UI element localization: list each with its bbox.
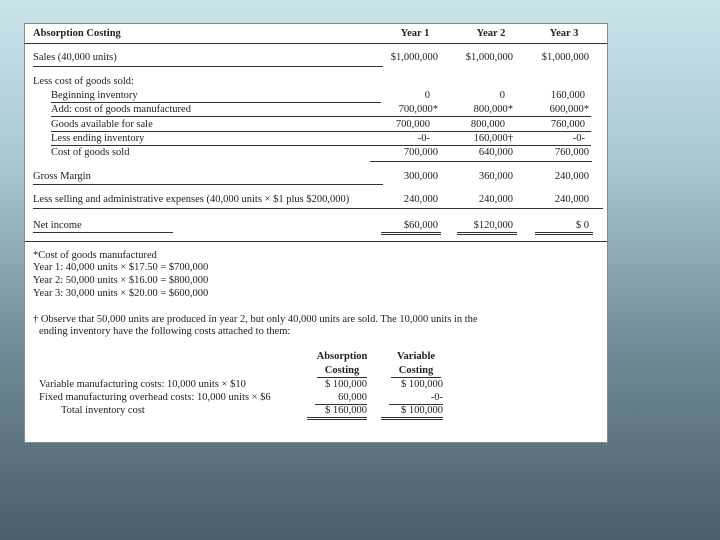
- sales-y2: $1,000,000: [465, 52, 513, 63]
- inv-row-absorption: 60,000: [315, 392, 367, 405]
- inv-row-absorption: $ 100,000: [325, 379, 367, 390]
- add-cgm-rule: [51, 116, 591, 117]
- gross-margin-y1: 300,000: [403, 171, 438, 182]
- cgm-note-line: Year 1: 40,000 units × $17.50 = $700,000: [33, 262, 209, 273]
- add-cgm-y1: 700,000*: [398, 104, 438, 115]
- year-1-header: Year 1: [400, 28, 430, 39]
- cogs-rule: [370, 161, 592, 162]
- cgm-note-line: Year 3: 30,000 units × $20.00 = $600,000: [33, 288, 209, 299]
- selling-rule: [33, 208, 603, 209]
- less-end-inv-y2: 160,000†: [473, 133, 513, 144]
- less-end-inv-rule: [51, 145, 591, 146]
- beg-inv-y1: 0: [424, 90, 430, 101]
- beg-inv-y2: 0: [499, 90, 505, 101]
- cgm-note-title: *Cost of goods manufactured: [33, 250, 157, 261]
- add-cgm-y2: 800,000*: [473, 104, 513, 115]
- inv-row-label: Total inventory cost: [61, 405, 145, 416]
- less-end-inv-y1: -0-: [417, 133, 430, 144]
- goods-avail-rule: [51, 131, 591, 132]
- goods-avail-y1: 700,000: [395, 119, 430, 130]
- sales-y3: $1,000,000: [541, 52, 589, 63]
- gross-margin-y3: 240,000: [554, 171, 589, 182]
- net-income-y1: $60,000: [403, 220, 438, 231]
- net-income-rule-y3-double: [535, 234, 593, 235]
- sales-y1: $1,000,000: [390, 52, 438, 63]
- add-cgm-label: Add: cost of goods manufactured: [51, 104, 191, 115]
- cogs-y2: 640,000: [478, 147, 513, 158]
- inv-row-variable: $ 100,000: [401, 379, 443, 390]
- sales-rule: [33, 66, 383, 67]
- section-divider: [25, 241, 607, 242]
- absorption-header-line1: Absorption: [316, 351, 368, 362]
- selling-y1: 240,000: [403, 194, 438, 205]
- variable-header-line2: Costing: [391, 365, 441, 378]
- absorption-header-line2: Costing: [317, 365, 367, 378]
- variable-header-line1: Variable: [396, 351, 436, 362]
- net-income-rule-y3: [535, 232, 593, 233]
- goods-avail-label: Goods available for sale: [51, 119, 153, 130]
- gross-margin-rule: [33, 184, 383, 185]
- goods-avail-y3: 760,000: [550, 119, 585, 130]
- gross-margin-y2: 360,000: [478, 171, 513, 182]
- less-cogs-label: Less cost of goods sold:: [33, 76, 134, 87]
- less-end-inv-y3: -0-: [572, 133, 585, 144]
- net-income-rule-y2-double: [457, 234, 517, 235]
- inv-row-label: Fixed manufacturing overhead costs: 10,000 units × $6: [39, 392, 271, 403]
- selling-y2: 240,000: [478, 194, 513, 205]
- net-income-label: Net income: [33, 220, 82, 231]
- net-income-rule-y1-double: [381, 234, 441, 235]
- beg-inv-y3: 160,000: [550, 90, 585, 101]
- cogs-y1: 700,000: [403, 147, 438, 158]
- dagger-note-line2: ending inventory have the following costs attached to them:: [39, 326, 291, 337]
- inv-row-variable: $ 100,000: [381, 405, 443, 420]
- inv-row-absorption: $ 160,000: [307, 405, 367, 420]
- year-3-header: Year 3: [549, 28, 579, 39]
- dagger-note-line1: † Observe that 50,000 units are produced in year 2, but only 40,000 units are sold. The 10,000 units in the: [33, 314, 478, 325]
- inv-row-variable: -0-: [389, 392, 443, 405]
- net-income-y2: $120,000: [473, 220, 513, 231]
- less-end-inv-label: Less ending inventory: [51, 133, 145, 144]
- net-income-rule-label: [33, 232, 173, 233]
- gross-margin-label: Gross Margin: [33, 171, 91, 182]
- sales-label: Sales (40,000 units): [33, 52, 117, 63]
- inv-row-label: Variable manufacturing costs: 10,000 units × $10: [39, 379, 246, 390]
- beg-inv-rule: [51, 102, 381, 103]
- selling-y3: 240,000: [554, 194, 589, 205]
- selling-label: Less selling and administrative expenses (40,000 units × $1 plus $200,000): [33, 194, 350, 205]
- beg-inv-label: Beginning inventory: [51, 90, 138, 101]
- cgm-note-line: Year 2: 50,000 units × $16.00 = $800,000: [33, 275, 209, 286]
- title: Absorption Costing: [33, 28, 121, 39]
- add-cgm-y3: 600,000*: [549, 104, 589, 115]
- header-rule: [25, 43, 607, 44]
- net-income-y3: $ 0: [575, 220, 589, 231]
- net-income-rule-y1: [381, 232, 441, 233]
- cogs-label: Cost of goods sold: [51, 147, 130, 158]
- year-2-header: Year 2: [476, 28, 506, 39]
- goods-avail-y2: 800,000: [470, 119, 505, 130]
- net-income-rule-y2: [457, 232, 517, 233]
- cogs-y3: 760,000: [554, 147, 589, 158]
- costing-sheet: [24, 23, 608, 443]
